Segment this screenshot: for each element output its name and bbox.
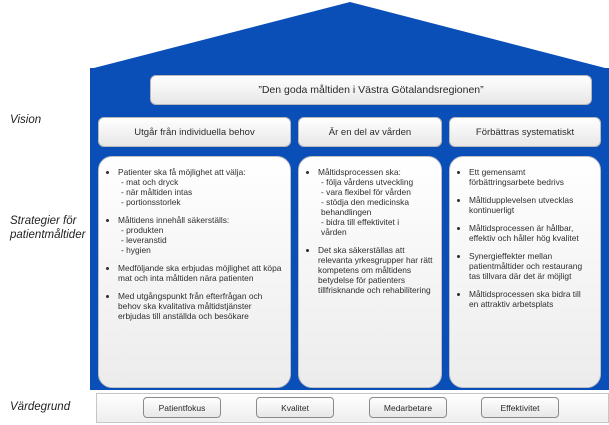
strategy-subitem: - produkten [121,225,282,235]
vision-value-individual-needs: Utgår från individuella behov [98,117,291,147]
strategy-item: • Det ska säkerställas att relevanta yrkesgrupper har rätt kompetens om måltidens betydelse för patienters tillfrisknande och rehabilitering [318,245,433,295]
strategy-column-3 [449,156,601,388]
label-core-values: Värdegrund [10,401,71,413]
strategy-item: • Måltidens innehåll säkerställs: - produkten - leveranstid - hygien [118,215,282,255]
label-strategies-line1: Strategier för [10,215,77,227]
strategy-item: • Måltidsprocessen ska bidra till en attraktiv arbetsplats [469,289,592,309]
strategy-subitem: - portionsstorlek [121,197,282,207]
label-strategies-line2: patientmåltider [10,229,86,241]
strategy-subitem: - när måltiden intas [121,187,282,197]
core-value-medarbetare: Medarbetare [369,397,447,418]
strategy-column-2 [298,156,442,388]
strategy-item: • Med utgångspunkt från efterfrågan och behov ska kvalitativa måltidstjänster erbjudas till anställda och besökare [118,291,282,321]
core-value-patientfokus: Patientfokus [143,397,221,418]
strategy-subitem: - bidra till effektivitet i [321,217,433,227]
strategy-item: • Ett gemensamt förbättringsarbete bedrivs [469,167,592,187]
strategy-subitem: behandlingen [321,207,372,217]
vision-statement: ”Den goda måltiden i Västra Götalandsregionen” [150,75,592,105]
core-value-effektivitet: Effektivitet [481,397,559,418]
strategy-subitem: - leveranstid [121,235,282,245]
vision-value-part-of-care: Är en del av vården [298,117,442,147]
strategy-item: • Måltidupplevelsen utvecklas kontinuerligt [469,195,592,215]
strategy-item: • Synergieffekter mellan patientmåltider och restaurang tas tillvara där det är möjligt [469,251,592,281]
label-vision: Vision [10,114,42,126]
label-strategies [10,214,85,242]
strategy-item: • Patienter ska få möjlighet att välja: - mat och dryck - när måltiden intas - portionsstorlek [118,167,282,207]
strategy-subitem: - följa vårdens utveckling [321,177,433,187]
strategy-item: • Måltidsprocessen är hållbar, effektiv och håller hög kvalitet [469,223,592,243]
strategy-subitem: - stödja den medicinska [321,197,433,207]
strategy-item: • Måltidsprocessen ska: - följa vårdens utveckling - vara flexibel för vården - stödja den medicinska behandlingen - bidra till effektivitet i vården [318,167,433,237]
strategy-item: • Medföljande ska erbjudas möjlighet att köpa mat och inta måltiden nära patienten [118,263,282,283]
core-value-kvalitet: Kvalitet [256,397,334,418]
strategy-column-1 [98,156,291,388]
vision-value-systematic-improvement: Förbättras systematiskt [449,117,601,147]
strategy-subitem: - hygien [121,245,282,255]
strategy-subitem: - vara flexibel för vården [321,187,433,197]
strategy-subitem: vården [321,227,347,237]
strategy-subitem: - mat och dryck [121,177,282,187]
